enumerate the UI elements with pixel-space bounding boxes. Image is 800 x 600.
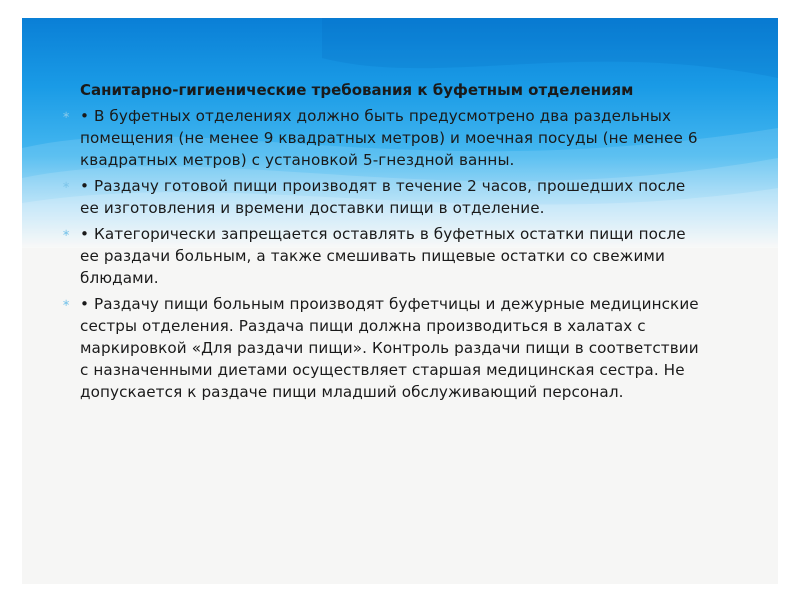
bullet-item [62,175,702,219]
bullet-text: • Раздачу пищи больным производят буфетчицы и дежурные медицинские сестры отделения. Раздача пищи должна производиться в халатах с маркировкой «Для раздачи пищи». Контроль раздачи пищи в соответствии с назначенными диетами осуществляет старшая медицинская сестра. Не допускается к раздаче пищи младший обслуживающий персонал. [80,295,699,401]
bullet-item [62,105,702,171]
bullet-item [62,293,702,403]
slide-heading: Санитарно-гигиенические требования к буфетным отделениям [80,81,634,99]
bullet-marker-icon: ∗ [62,228,71,239]
bullet-text: • В буфетных отделениях должно быть предусмотрено два раздельных помещения (не менее 9 квадратных метров) и моечная посуды (не менее 6 квадратных метров) с установкой 5-гнездной ванны. [80,107,698,169]
slide-content [62,80,702,407]
bullet-marker-icon: ∗ [62,298,71,309]
bullet-text: • Раздачу готовой пищи производят в течение 2 часов, прошедших после ее изготовления и времени доставки пищи в отделение. [80,177,686,217]
bullet-item [62,223,702,289]
bullet-marker-icon: ∗ [62,110,71,121]
bullet-marker-icon: ∗ [62,180,71,191]
bullet-text: • Категорически запрещается оставлять в буфетных остатки пищи после ее раздачи больным, а также смешивать пищевые остатки со свежими блюдами. [80,225,686,287]
